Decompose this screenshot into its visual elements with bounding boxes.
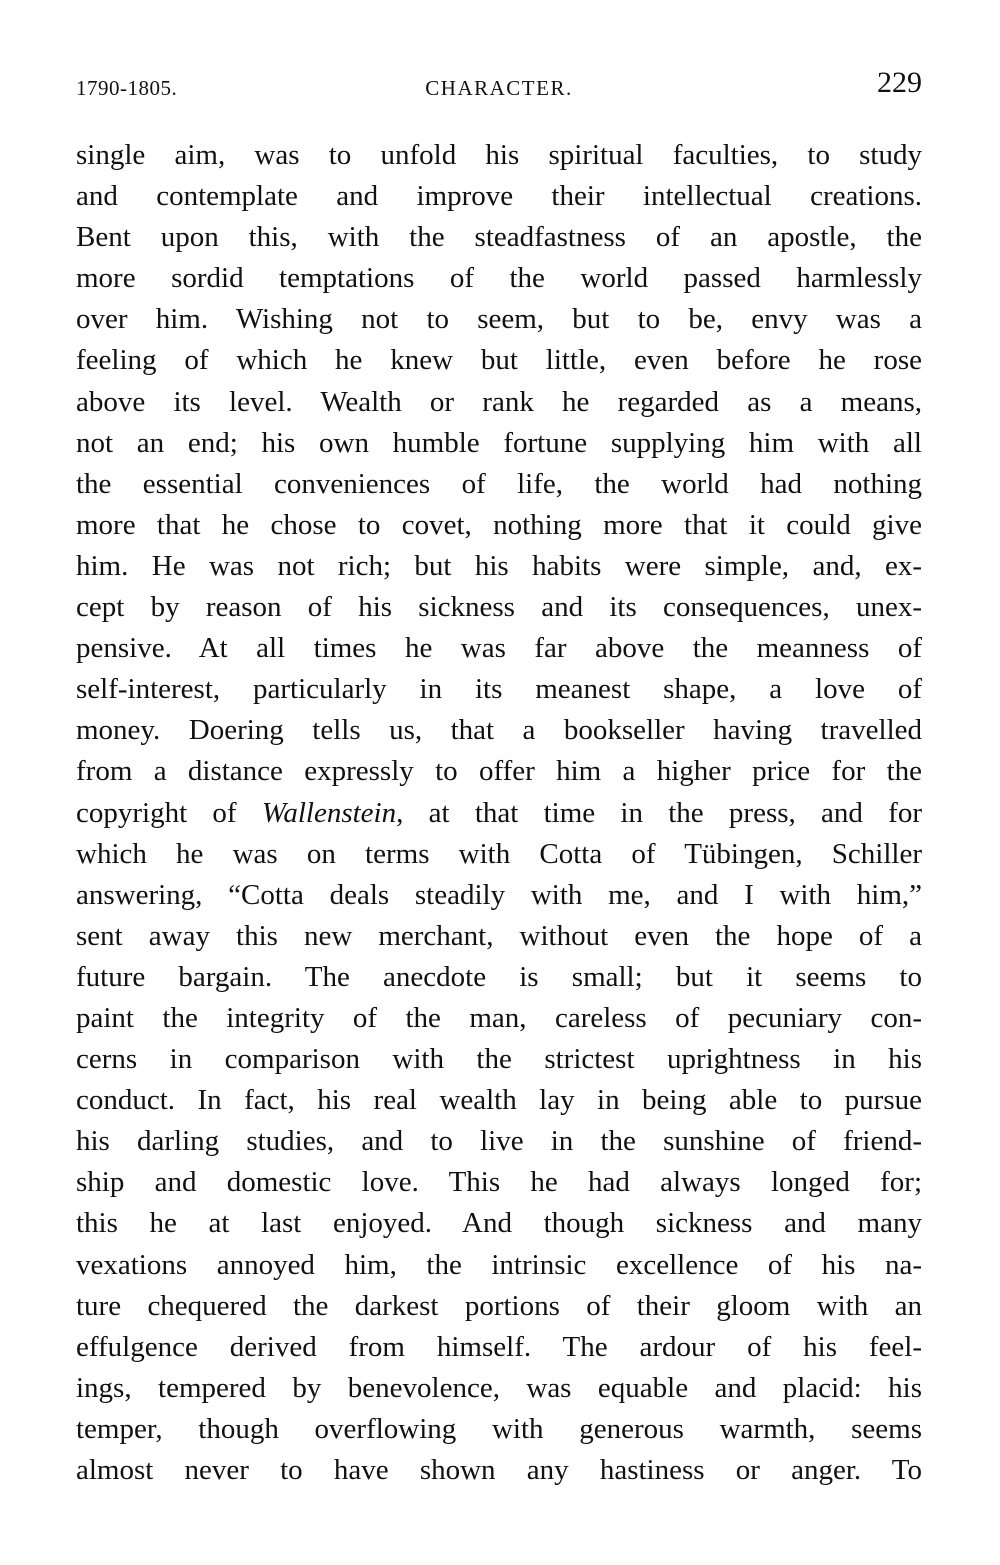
text-line: over him. Wishing not to seem, but to be, envy was a	[76, 303, 922, 336]
header-date-range: 1790-1805.	[76, 76, 178, 100]
text-line: more sordid temptations of the world passed harmlessly	[76, 262, 922, 295]
text-line: money. Doering tells us, that a bookseller having travelled	[76, 714, 922, 747]
text-fragment: , at that time in the press, and for	[396, 796, 922, 829]
text-line: vexations annoyed him, the intrinsic excellence of his na-	[76, 1248, 922, 1281]
text-line: self-interest, particularly in its meanest shape, a love of	[76, 673, 922, 706]
header-chapter-title: CHARACTER.	[425, 76, 573, 100]
text-line: sent away this new merchant, without even the hope of a	[76, 919, 922, 952]
body-text	[76, 135, 922, 1491]
text-line: not an end; his own humble fortune supplying him with all	[76, 426, 922, 459]
text-line: feeling of which he knew but little, even before he rose	[76, 344, 922, 377]
text-line: ings, tempered by benevolence, was equable and placid: his	[76, 1371, 922, 1404]
text-line: him. He was not rich; but his habits were simple, and, ex-	[76, 549, 922, 582]
text-line: above its level. Wealth or rank he regarded as a means,	[76, 385, 922, 418]
text-line: ture chequered the darkest portions of their gloom with an	[76, 1289, 922, 1322]
text-line: cept by reason of his sickness and its consequences, unex-	[76, 591, 922, 624]
text-line: ship and domestic love. This he had always longed for;	[76, 1166, 922, 1199]
text-line: pensive. At all times he was far above the meanness of	[76, 632, 922, 665]
text-line: his darling studies, and to live in the sunshine of friend-	[76, 1125, 922, 1158]
text-line: temper, though overflowing with generous warmth, seems	[76, 1412, 922, 1445]
text-line: almost never to have shown any hastiness or anger. To	[76, 1454, 922, 1486]
text-line: which he was on terms with Cotta of Tübingen, Schiller	[76, 837, 922, 870]
text-line: more that he chose to covet, nothing more that it could give	[76, 508, 922, 541]
text-line: paint the integrity of the man, careless of pecuniary con-	[76, 1001, 922, 1034]
running-head	[76, 66, 922, 106]
page-number: 229	[877, 66, 922, 99]
text-line: and contemplate and improve their intellectual creations.	[76, 180, 922, 213]
text-line: cerns in comparison with the strictest uprightness in his	[76, 1043, 922, 1076]
italic-work-title: Wallenstein	[261, 796, 397, 829]
text-line: from a distance expressly to offer him a higher price for the	[76, 755, 922, 788]
text-line: conduct. In fact, his real wealth lay in being able to pursue	[76, 1084, 922, 1117]
text-fragment: copyright of	[76, 796, 262, 829]
text-line: answering, “Cotta deals steadily with me, and I with him,”	[76, 878, 922, 911]
text-line: the essential conveniences of life, the world had nothing	[76, 467, 922, 500]
text-line-with-italic-title	[76, 793, 922, 834]
text-line: single aim, was to unfold his spiritual faculties, to study	[76, 139, 922, 171]
text-line: effulgence derived from himself. The ardour of his feel-	[76, 1330, 922, 1363]
text-line: this he at last enjoyed. And though sickness and many	[76, 1207, 922, 1240]
text-line: Bent upon this, with the steadfastness of an apostle, the	[76, 221, 922, 254]
text-line: future bargain. The anecdote is small; but it seems to	[76, 960, 922, 993]
